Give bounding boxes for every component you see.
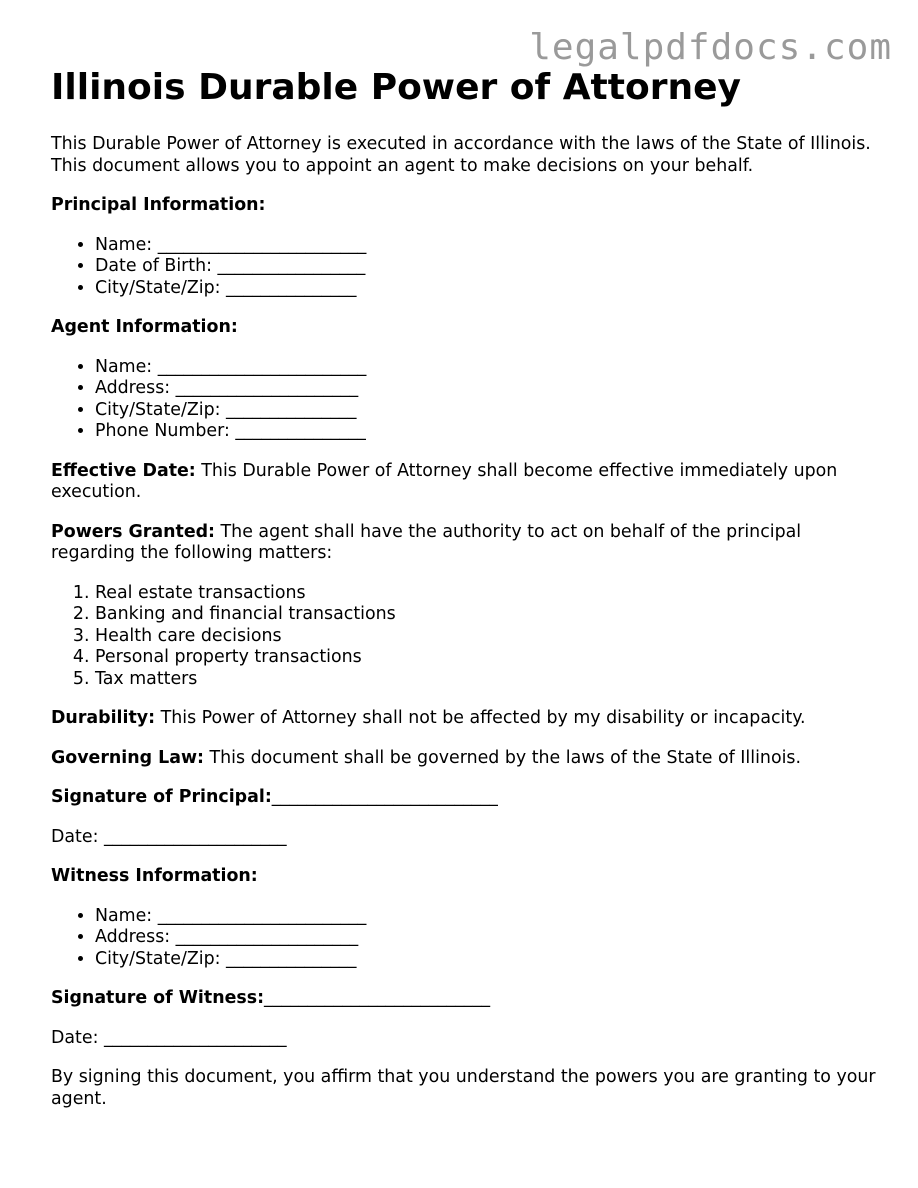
witness-signature-label: Signature of Witness: xyxy=(51,988,265,1008)
list-item: • Address: _____________________ xyxy=(95,378,881,400)
list-item: • Name: ________________________ xyxy=(95,357,881,379)
closing-paragraph: By signing this document, you affirm that you understand the powers you are granting to your agent. xyxy=(51,1067,876,1109)
durability-label: Durability: xyxy=(51,708,156,728)
durability-text: This Power of Attorney shall not be affected by my disability or incapacity. xyxy=(155,708,806,728)
watermark: legalpdfdocs.com xyxy=(529,27,892,68)
witness-heading xyxy=(51,866,881,888)
effective-date-text: This Durable Power of Attorney shall become effective immediately upon execution. xyxy=(51,460,838,502)
list-item: • Phone Number: _______________ xyxy=(95,421,881,443)
list-item: 5. Tax matters xyxy=(95,669,881,691)
list-item: • Name: ________________________ xyxy=(95,235,881,257)
list-item: • City/State/Zip: _______________ xyxy=(95,400,881,422)
list-item: 4. Personal property transactions xyxy=(95,647,881,669)
principal-signature-line: __________________________ xyxy=(271,787,498,807)
list-item: • City/State/Zip: _______________ xyxy=(95,949,881,971)
principal-date: Date: _____________________ xyxy=(51,826,287,847)
principal-heading xyxy=(51,195,881,217)
principal-heading-text: Principal Information: xyxy=(51,195,266,215)
list-item: • Address: _____________________ xyxy=(95,927,881,949)
witness-signature xyxy=(51,988,881,1010)
list-item: • Name: ________________________ xyxy=(95,906,881,928)
governing-law-paragraph xyxy=(51,748,881,770)
agent-heading xyxy=(51,317,881,339)
list-item: 2. Banking and financial transactions xyxy=(95,604,881,626)
effective-date-label: Effective Date: xyxy=(51,460,196,481)
witness-signature-line: __________________________ xyxy=(264,988,491,1008)
powers-label: Powers Granted: xyxy=(51,521,216,542)
list-item: • City/State/Zip: _______________ xyxy=(95,278,881,300)
powers-text: The agent shall have the authority to act on behalf of the principal regarding the following matters: xyxy=(51,521,802,563)
page-title: Illinois Durable Power of Attorney xyxy=(51,67,741,108)
principal-list xyxy=(51,235,881,300)
document-page xyxy=(51,66,881,1110)
intro-paragraph: This Durable Power of Attorney is executed in accordance with the laws of the State of Illinois. This document allows you to appoint an agent to make decisions on your behalf. xyxy=(51,134,871,176)
durability-paragraph xyxy=(51,708,881,730)
agent-heading-text: Agent Information: xyxy=(51,317,238,337)
witness-heading-text: Witness Information: xyxy=(51,866,258,886)
principal-signature xyxy=(51,787,881,809)
principal-signature-label: Signature of Principal: xyxy=(51,787,272,807)
list-item: • Date of Birth: _________________ xyxy=(95,256,881,278)
witness-list xyxy=(51,906,881,971)
governing-law-label: Governing Law: xyxy=(51,747,204,768)
agent-list xyxy=(51,357,881,443)
effective-date-paragraph xyxy=(51,461,881,504)
powers-paragraph xyxy=(51,522,881,565)
list-item: 1. Real estate transactions xyxy=(95,583,881,605)
list-item: 3. Health care decisions xyxy=(95,626,881,648)
powers-list xyxy=(51,583,881,691)
governing-law-text: This document shall be governed by the laws of the State of Illinois. xyxy=(204,747,802,768)
witness-date: Date: _____________________ xyxy=(51,1027,287,1048)
